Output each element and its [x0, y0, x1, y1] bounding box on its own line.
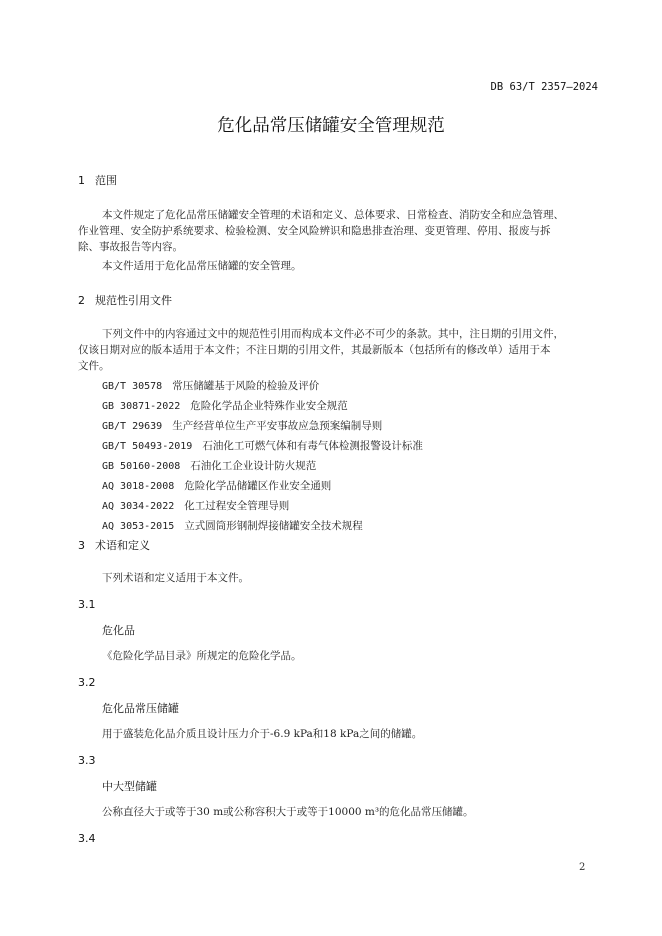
section-title: 术语和定义 [95, 539, 150, 552]
reference-title: 危险化学品企业特殊作业安全规范 [190, 400, 348, 412]
term-name: 危化品 [102, 624, 135, 637]
reference-code: AQ 3018-2008 [102, 481, 175, 492]
term-number: 3.4 [78, 832, 96, 845]
reference-item [102, 398, 348, 413]
page-title: 危化品常压储罐安全管理规范 [217, 116, 445, 136]
section-1-heading [78, 172, 117, 188]
reference-title: 立式圆筒形钢制焊接储罐安全技术规程 [184, 520, 363, 532]
references-intro-line: 仅该日期对应的版本适用于本文件；不注日期的引用文件，其最新版本（包括所有的修改单）适用于本 [78, 344, 551, 356]
reference-title: 石油化工企业设计防火规范 [190, 460, 317, 472]
reference-item [102, 378, 319, 393]
section-title: 范围 [95, 174, 117, 187]
references-intro-line: 下列文件中的内容通过文中的规范性引用而构成本文件必不可少的条款。其中，注日期的引用文件， [102, 328, 564, 340]
reference-title: 化工过程安全管理导则 [184, 500, 290, 512]
reference-item [102, 458, 316, 473]
reference-item [102, 518, 363, 533]
reference-code: GB/T 30578 [102, 381, 163, 392]
scope-paragraph-line: 本文件规定了危化品常压储罐安全管理的术语和定义、总体要求、日常检查、消防安全和应急管理、 [102, 209, 564, 221]
references-intro-line: 文件。 [78, 360, 110, 372]
reference-item [102, 498, 289, 513]
reference-code: AQ 3034-2022 [102, 501, 175, 512]
term-number: 3.1 [78, 598, 96, 611]
scope-paragraph-line: 除、事故报告等内容。 [78, 241, 183, 253]
reference-title: 常压储罐基于风险的检验及评价 [172, 380, 320, 392]
scope-applicability: 本文件适用于危化品常压储罐的安全管理。 [102, 260, 302, 272]
reference-title: 生产经营单位生产平安事故应急预案编制导则 [172, 420, 383, 432]
term-name: 危化品常压储罐 [102, 702, 179, 715]
reference-code: GB/T 29639 [102, 421, 163, 432]
section-number: 3 [78, 539, 85, 552]
term-name: 中大型储罐 [102, 780, 157, 793]
scope-paragraph-line: 作业管理、安全防护系统要求、检验检测、安全风险辨识和隐患排查治理、变更管理、停用、报废与拆 [78, 225, 551, 237]
term-number: 3.3 [78, 754, 96, 767]
reference-code: AQ 3053-2015 [102, 521, 175, 532]
reference-title: 危险化学品储罐区作业安全通则 [184, 480, 332, 492]
term-number: 3.2 [78, 676, 96, 689]
section-3-heading [78, 537, 150, 553]
term-definition: 《危险化学品目录》所规定的危险化学品。 [102, 650, 302, 662]
reference-code: GB/T 50493-2019 [102, 441, 193, 452]
document-code: DB 63/T 2357—2024 [490, 81, 598, 93]
section-number: 2 [78, 294, 85, 307]
term-definition: 公称直径大于或等于30 m或公称容积大于或等于10000 m³的危化品常压储罐。 [102, 806, 474, 818]
reference-code: GB 30871-2022 [102, 401, 181, 412]
term-definition: 用于盛装危化品介质且设计压力介于-6.9 kPa和18 kPa之间的储罐。 [102, 728, 423, 740]
reference-item [102, 478, 331, 493]
section-title: 规范性引用文件 [95, 294, 172, 307]
reference-item [102, 438, 423, 453]
terms-intro: 下列术语和定义适用于本文件。 [102, 572, 249, 584]
reference-code: GB 50160-2008 [102, 461, 181, 472]
section-2-heading [78, 292, 172, 308]
page-number: 2 [579, 862, 586, 873]
reference-title: 石油化工可燃气体和有毒气体检测报警设计标准 [202, 440, 423, 452]
section-number: 1 [78, 174, 85, 187]
reference-item [102, 418, 382, 433]
